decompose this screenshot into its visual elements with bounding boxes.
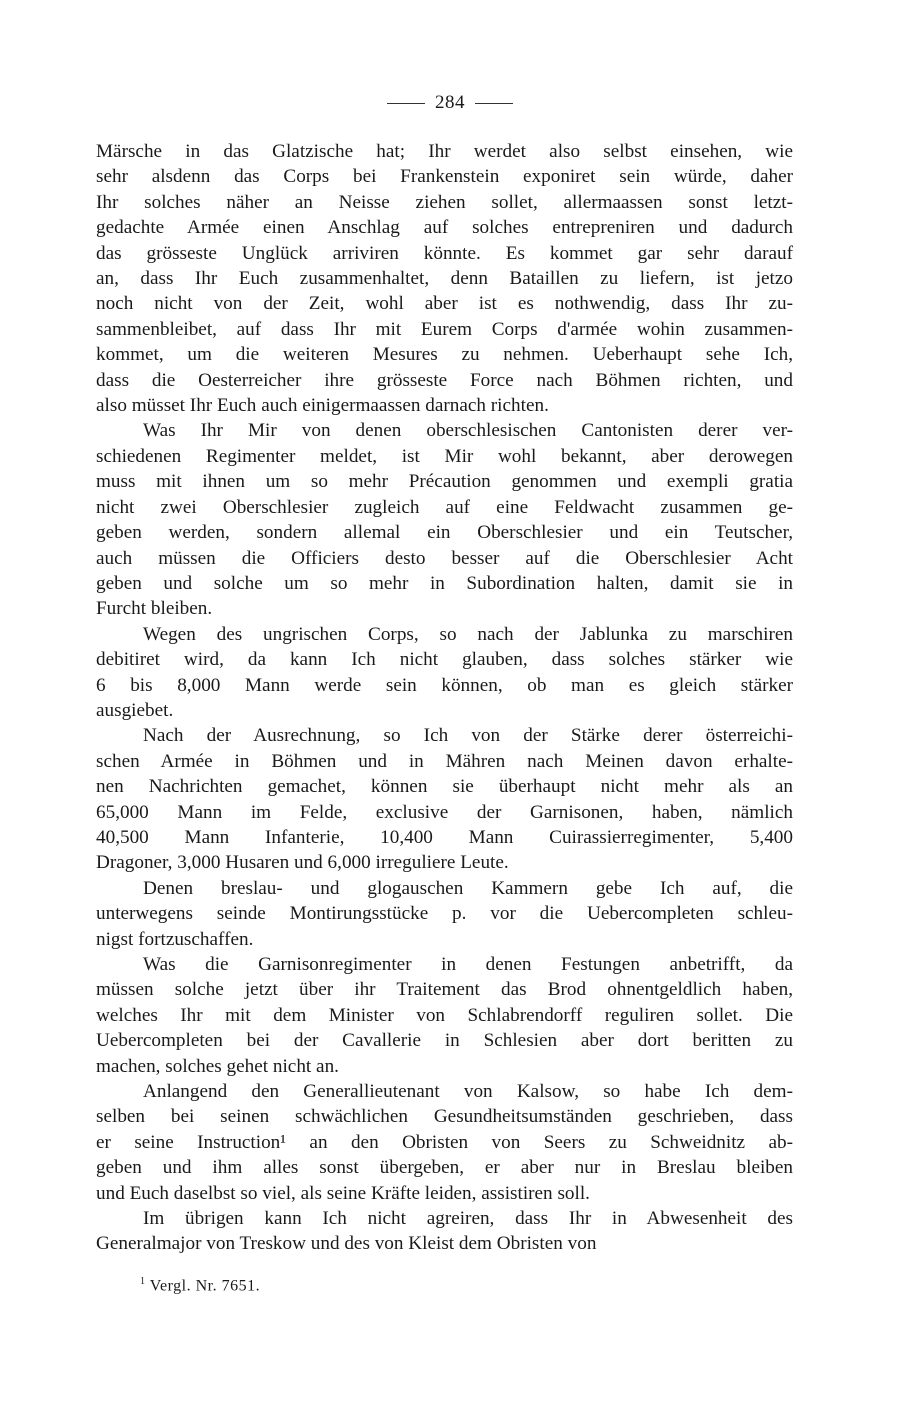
text-line: Im übrigen kann Ich nicht agreiren, dass Ihr in Abwesenheit des	[143, 1208, 793, 1230]
text-line: Furcht bleiben.	[96, 598, 213, 620]
text-line: selben bei seinen schwächlichen Gesundheitsumständen geschrieben, dass	[96, 1106, 793, 1128]
text-line: Uebercompleten bei der Cavallerie in Schlesien aber dort beritten zu	[96, 1030, 793, 1052]
text-line: muss mit ihnen um so mehr Précaution genommen und exempli gratia	[96, 471, 793, 493]
text-line: ausgiebet.	[96, 699, 174, 721]
text-line: an, dass Ihr Euch zusammenhaltet, denn Bataillen zu liefern, ist jetzo	[96, 268, 793, 290]
page-number: 284	[435, 92, 465, 113]
paragraph	[96, 622, 793, 724]
text-line: Märsche in das Glatzische hat; Ihr werdet also selbst einsehen, wie	[96, 141, 793, 162]
text-line: müssen solche jetzt über ihr Traitement das Brod ohnentgeldlich haben,	[96, 979, 793, 1001]
text-line: sehr alsdenn das Corps bei Frankenstein exponiret sein würde, daher	[96, 166, 793, 188]
text-line: also müsset Ihr Euch auch einigermaassen darnach richten.	[96, 395, 549, 417]
text-line: 6 bis 8,000 Mann werde sein können, ob man es gleich stärker	[96, 674, 793, 696]
text-line: nicht zwei Oberschlesier zugleich auf eine Feldwacht zusammen ge-	[96, 496, 793, 518]
footnote-text: Vergl. Nr. 7651.	[149, 1277, 261, 1295]
text-line: unterwegens seinde Montirungsstücke p. vor die Uebercompleten schleu-	[96, 903, 793, 925]
text-line: Nach der Ausrechnung, so Ich von der Stärke derer österreichi-	[143, 725, 793, 747]
text-line: Ihr solches näher an Neisse ziehen sollet, allermaassen sonst letzt-	[96, 191, 793, 213]
text-line: dass die Oesterreicher ihre grösseste Force nach Böhmen richten, und	[96, 369, 793, 391]
text-line: Denen breslau- und glogauschen Kammern gebe Ich auf, die	[143, 877, 793, 899]
page-header	[0, 92, 900, 114]
paragraph	[96, 723, 793, 875]
text-line: Anlangend den Generallieutenant von Kalsow, so habe Ich dem-	[143, 1081, 793, 1103]
text-line: geben werden, sondern allemal ein Oberschlesier und ein Teutscher,	[96, 522, 793, 544]
text-line: das grösseste Unglück arriviren könnte. Es kommet gar sehr darauf	[96, 242, 793, 264]
paragraph	[96, 418, 793, 621]
text-line: auch müssen die Officiers desto besser auf die Oberschlesier Acht	[96, 547, 793, 569]
text-line: nen Nachrichten gemachet, können sie überhaupt nicht mehr als an	[96, 776, 793, 798]
text-line: Wegen des ungrischen Corps, so nach der Jablunka zu marschiren	[143, 623, 793, 645]
footnote	[140, 1276, 260, 1295]
text-line: Was die Garnisonregimenter in denen Festungen anbetrifft, da	[143, 954, 793, 975]
paragraph	[96, 952, 793, 1079]
text-line: und Euch daselbst so viel, als seine Kräfte leiden, assistiren soll.	[96, 1182, 590, 1204]
paragraph	[96, 139, 793, 418]
text-line: schen Armée in Böhmen und in Mähren nach Meinen davon erhalte-	[96, 750, 793, 772]
paragraph	[96, 1206, 793, 1257]
text-line: debitiret wird, da kann Ich nicht glauben, dass solches stärker wie	[96, 649, 793, 671]
text-line: Was Ihr Mir von denen oberschlesischen Cantonisten derer ver-	[143, 420, 793, 442]
text-line: nigst fortzuschaffen.	[96, 928, 254, 950]
text-line: kommet, um die weiteren Mesures zu nehmen. Ueberhaupt sehe Ich,	[96, 344, 793, 366]
text-line: 65,000 Mann im Felde, exclusive der Garnisonen, haben, nämlich	[96, 801, 793, 823]
body-text	[96, 139, 793, 1257]
text-line: gedachte Armée einen Anschlag auf solches entrepreniren und dadurch	[96, 217, 793, 239]
footnote-marker: 1	[140, 1276, 146, 1287]
header-dash-left	[387, 103, 425, 104]
text-line: Dragoner, 3,000 Husaren und 6,000 irreguliere Leute.	[96, 852, 509, 874]
text-line: sammenbleibet, auf dass Ihr mit Eurem Corps d'armée wohin zusammen-	[96, 318, 793, 340]
text-line: geben und solche um so mehr in Subordination halten, damit sie in	[96, 572, 793, 594]
text-line: geben und ihm alles sonst übergeben, er aber nur in Breslau bleiben	[96, 1157, 793, 1179]
text-line: er seine Instruction¹ an den Obristen von Seers zu Schweidnitz ab-	[96, 1131, 793, 1153]
text-line: welches Ihr mit dem Minister von Schlabrendorff reguliren sollet. Die	[96, 1004, 793, 1026]
text-line: schiedenen Regimenter meldet, ist Mir wohl bekannt, aber derowegen	[96, 445, 793, 467]
header-dash-right	[475, 103, 513, 104]
text-line: 40,500 Mann Infanterie, 10,400 Mann Cuirassierregimenter, 5,400	[96, 826, 793, 848]
paragraph	[96, 876, 793, 952]
text-line: Generalmajor von Treskow und des von Kleist dem Obristen von	[96, 1233, 597, 1255]
text-line: machen, solches gehet nicht an.	[96, 1055, 339, 1077]
paragraph	[96, 1079, 793, 1206]
text-line: noch nicht von der Zeit, wohl aber ist es nothwendig, dass Ihr zu-	[96, 293, 793, 315]
